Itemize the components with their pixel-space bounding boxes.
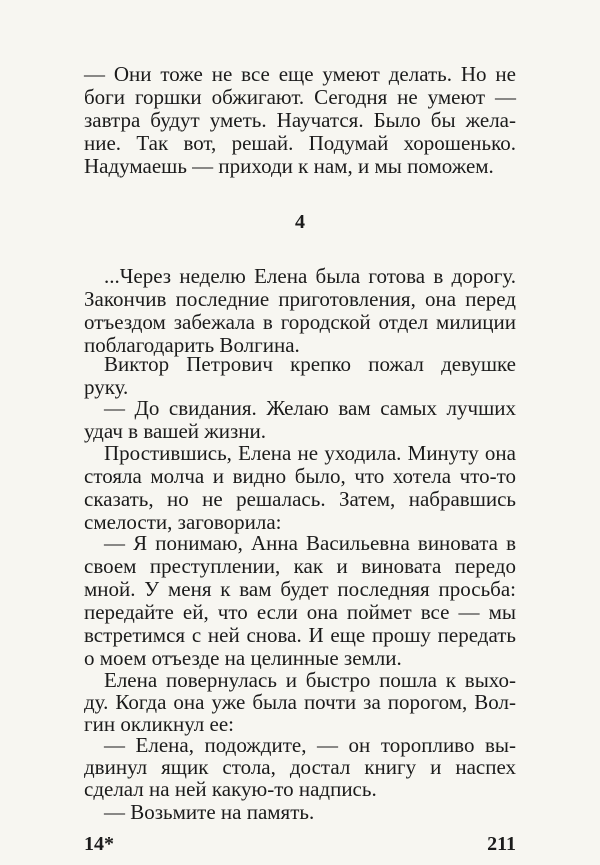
text-line: — Я понимаю, Анна Васильевна виновата в <box>104 531 516 555</box>
text-line: своем преступлении, как и виновата передо <box>84 554 516 578</box>
text-line: ...Через неделю Елена была готова в дорогу. <box>104 264 516 288</box>
text-line: удач в вашей жизни. <box>84 419 267 443</box>
text-line: Виктор Петрович крепко пожал девушке <box>104 352 516 376</box>
text-line: ду. Когда она уже была почти за порогом, Вол- <box>84 690 516 714</box>
text-line: передайте ей, что если она поймет все — мы <box>84 600 516 624</box>
text-line: сказать, но не решалась. Затем, набравшись <box>84 487 516 511</box>
text-line: — Возьмите на память. <box>104 800 315 824</box>
text-line: о моем отъезде на целинные земли. <box>84 646 402 670</box>
text-line: боги горшки обжигают. Сегодня не умеют — <box>84 85 516 109</box>
text-line: стояла молча и видно было, что хотела что-то <box>84 464 516 488</box>
text-line: сделал на ней какую-то надпись. <box>84 777 377 801</box>
text-line: отъездом забежала в городской отдел милиции <box>84 310 516 334</box>
text-line: смелости, заговорила: <box>84 510 282 534</box>
text-line: Надумаешь — приходи к нам, и мы поможем. <box>84 154 494 178</box>
text-line: двинул ящик стола, достал книгу и наспех <box>84 755 516 779</box>
text-line: поблагодарить Волгина. <box>84 333 300 357</box>
text-line: — До свидания. Желаю вам самых лучших <box>104 396 516 420</box>
text-line: — Они тоже не все еще умеют делать. Но не <box>84 62 516 86</box>
text-line: Простившись, Елена не уходила. Минуту она <box>104 441 516 465</box>
text-line: встретимся с ней снова. И еще прошу передать <box>84 623 516 647</box>
text-line: гин окликнул ее: <box>84 712 234 736</box>
text-line: мной. У меня к вам будет последняя просьба: <box>84 577 516 601</box>
text-line: — Елена, подождите, — он торопливо вы- <box>104 733 516 757</box>
text-line: Закончив последние приготовления, она перед <box>84 287 516 311</box>
text-line: ние. Так вот, решай. Подумай хорошенько. <box>84 131 516 155</box>
text-line: руку. <box>84 375 129 399</box>
text-line: Елена повернулась и быстро пошла к выхо- <box>104 668 516 692</box>
page-number: 211 <box>487 833 516 855</box>
signature-mark: 14* <box>84 833 114 855</box>
chapter-number: 4 <box>295 211 305 233</box>
text-line: завтра будут уметь. Научатся. Было бы жела- <box>84 108 516 132</box>
